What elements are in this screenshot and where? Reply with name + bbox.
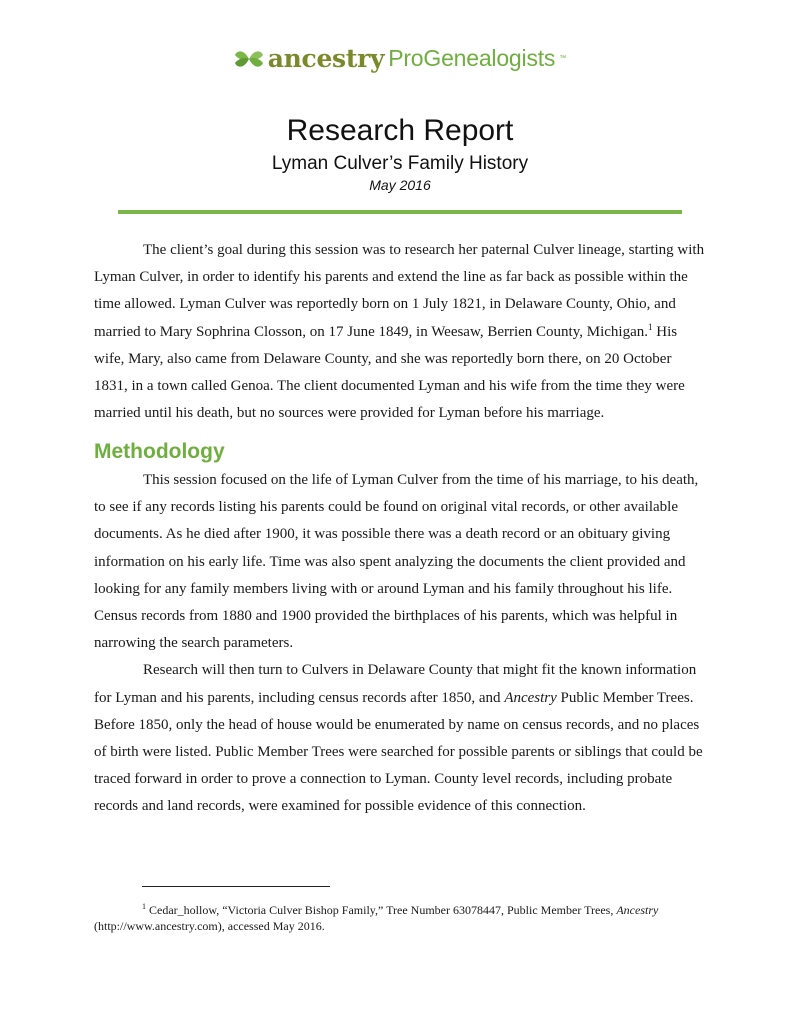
methodology-paragraph-2 <box>94 657 706 820</box>
logo-trademark: ™ <box>559 55 567 62</box>
logo-brand-text: ancestry <box>267 44 385 73</box>
header-divider <box>118 210 682 214</box>
intro-text-part2: His wife, Mary, also came from Delaware County, and she was reportedly born there, on 20 October 1831, in a town called Genoa. The client documented Lyman and his wife from the time they were married until his death, but no sources were provided for Lyman before his marriage. <box>94 323 685 422</box>
footnote-paragraph <box>94 902 706 934</box>
footnote-italic: Ancestry <box>616 903 659 917</box>
methodology-p2-italic: Ancestry <box>504 689 557 706</box>
methodology-p2-part2: Public Member Trees. Before 1850, only the head of house would be enumerated by name on census records, and no places of birth were listed. Public Member Trees were searched for possible parents or siblings that could be traced forward in order to prove a connection to Lyman. County level records, including probate records and land records, were examined for possible evidence of this connection. <box>94 689 703 815</box>
report-title: Research Report <box>286 114 514 147</box>
footnote-divider <box>142 886 330 887</box>
logo-lockup <box>234 44 566 73</box>
methodology-heading: Methodology <box>94 440 225 463</box>
logo-sub-text: ProGenealogists <box>388 45 556 71</box>
intro-paragraph <box>94 237 706 427</box>
footnote <box>94 902 706 934</box>
intro-text-part1: The client’s goal during this session was to research her paternal Culver lineage, starting with Lyman Culver, in order to identify his parents and extend the line as far back as possible within the time allowed. Lyman Culver was reportedly born on 1 July 1821, in Delaware County, Ohio, and married to Mary Sophrina Closson, on 17 June 1849, in Weesaw, Berrien County, Michigan. <box>94 242 705 340</box>
report-date: May 2016 <box>369 177 431 193</box>
footnote-number: 1 <box>142 902 146 911</box>
leaf-icon <box>234 46 264 72</box>
methodology-p2-part1: Research will then turn to Culvers in Delaware County that might fit the known information for Lyman and his parents, including census records after 1850, and <box>94 662 697 706</box>
footnote-text-part1: Cedar_hollow, “Victoria Culver Bishop Family,” Tree Number 63078447, Public Member Trees, <box>146 903 617 917</box>
report-subtitle: Lyman Culver’s Family History <box>271 153 529 174</box>
intro-section <box>94 237 706 427</box>
methodology-section <box>94 467 706 821</box>
logo <box>0 44 800 78</box>
footnote-reference[interactable]: 1 <box>648 321 653 332</box>
methodology-paragraph-1: This session focused on the life of Lyman Culver from the time of his marriage, to his death, to see if any records listing his parents could be found on original vital records, or other available documents. As he died after 1900, it was possible there was a death record or an obituary giving information on his early life. Time was also spent analyzing the documents the client provided and looking for any family members living with or around Lyman and his family throughout his life. Census records from 1880 and 1900 provided the birthplaces of his parents, which was helpful in narrowing the search parameters. <box>94 472 699 652</box>
footnote-text-part2: (http://www.ancestry.com), accessed May 2016. <box>94 919 325 933</box>
